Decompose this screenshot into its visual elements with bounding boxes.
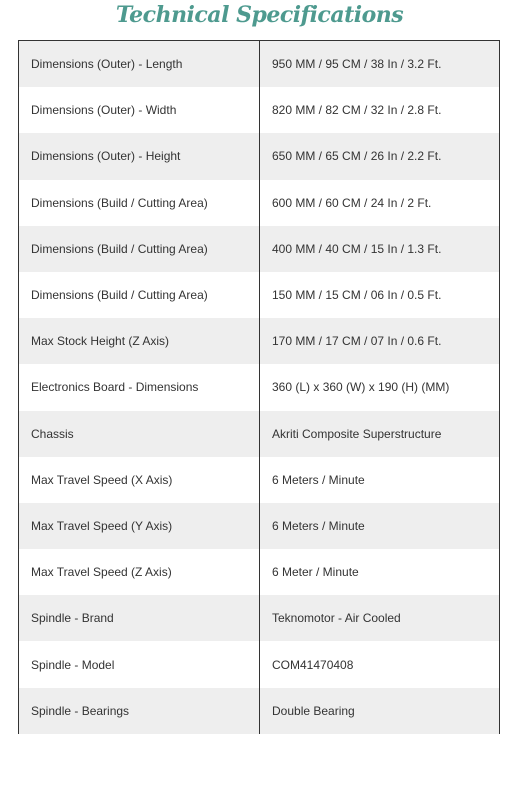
spec-value: Teknomotor - Air Cooled [260,595,500,641]
spec-row [19,503,500,549]
spec-value: 6 Meters / Minute [260,457,500,503]
spec-value: COM41470408 [260,641,500,687]
spec-value: Akriti Composite Superstructure [260,411,500,457]
spec-row [19,457,500,503]
spec-row [19,318,500,364]
spec-label: Max Travel Speed (X Axis) [19,457,260,503]
spec-row [19,87,500,133]
spec-value: Double Bearing [260,688,500,734]
spec-row [19,595,500,641]
specifications-table [18,40,500,734]
spec-label: Max Travel Speed (Z Axis) [19,549,260,595]
spec-label: Dimensions (Build / Cutting Area) [19,226,260,272]
spec-row [19,549,500,595]
spec-row [19,226,500,272]
spec-label: Dimensions (Build / Cutting Area) [19,180,260,226]
spec-row [19,41,500,88]
spec-label: Dimensions (Outer) - Length [19,41,260,88]
spec-row [19,688,500,734]
spec-value: 400 MM / 40 CM / 15 In / 1.3 Ft. [260,226,500,272]
spec-label: Spindle - Brand [19,595,260,641]
spec-row [19,180,500,226]
spec-label: Dimensions (Build / Cutting Area) [19,272,260,318]
spec-value: 650 MM / 65 CM / 26 In / 2.2 Ft. [260,133,500,179]
spec-value: 170 MM / 17 CM / 07 In / 0.6 Ft. [260,318,500,364]
spec-label: Max Travel Speed (Y Axis) [19,503,260,549]
spec-label: Spindle - Bearings [19,688,260,734]
spec-value: 360 (L) x 360 (W) x 190 (H) (MM) [260,364,500,410]
spec-label: Dimensions (Outer) - Width [19,87,260,133]
spec-row [19,411,500,457]
spec-value: 150 MM / 15 CM / 06 In / 0.5 Ft. [260,272,500,318]
spec-label: Dimensions (Outer) - Height [19,133,260,179]
spec-label: Max Stock Height (Z Axis) [19,318,260,364]
page-title: Technical Specifications [115,2,404,28]
spec-value: 820 MM / 82 CM / 32 In / 2.8 Ft. [260,87,500,133]
spec-label: Electronics Board - Dimensions [19,364,260,410]
specifications-table-body [19,41,500,734]
spec-value: 600 MM / 60 CM / 24 In / 2 Ft. [260,180,500,226]
spec-value: 950 MM / 95 CM / 38 In / 3.2 Ft. [260,41,500,88]
spec-row [19,272,500,318]
spec-row [19,364,500,410]
spec-row [19,641,500,687]
spec-value: 6 Meters / Minute [260,503,500,549]
spec-label: Chassis [19,411,260,457]
spec-value: 6 Meter / Minute [260,549,500,595]
spec-label: Spindle - Model [19,641,260,687]
spec-row [19,133,500,179]
